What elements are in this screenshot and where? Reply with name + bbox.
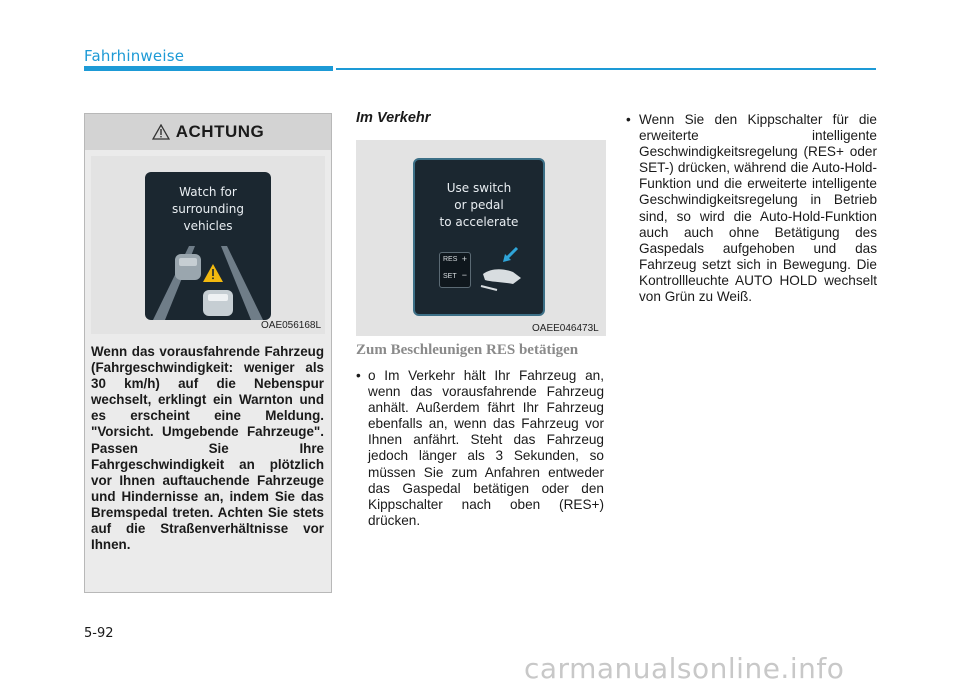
screen-line-1: Watch for (179, 185, 237, 199)
page-number: 5-92 (84, 626, 114, 641)
header-rule-thick (84, 66, 333, 71)
right-bullet-text: Wenn Sie den Kippschalter für die erweiterte intelligente Geschwindigkeitsregelung (RES+ oder SET-) drücken, während die Auto-Hold-Funktion und die erweiterte intelligente Geschwindigkeitsregelung in Betrieb sind, so wird die Auto-Hold-Funktion auch auch ohne Betätigung des Gaspedals aufgehoben und das Fahrzeug setzt sich in Bewegung. Die Kontrollleuchte AUTO HOLD wechselt von Grün zu Weiß. (639, 112, 877, 305)
warning-triangle-icon (152, 124, 170, 140)
screen-line-1: Use switch (446, 181, 512, 195)
figure-code: OAEE046473L (532, 323, 599, 334)
cluster-display (145, 172, 271, 320)
bullet-icon: • (626, 112, 631, 127)
road-scene-illustration (145, 172, 271, 320)
foot-pedal-illustration (477, 242, 537, 292)
caution-title: ACHTUNG (175, 122, 265, 141)
watermark: carmanualsonline.info (524, 652, 845, 685)
screen-line-2: surrounding (172, 202, 244, 216)
plus-icon: + (461, 254, 467, 264)
caution-figure (91, 156, 325, 334)
header-rule-thin (336, 68, 876, 70)
set-label: SET (443, 273, 457, 280)
figure-code: OAE056168L (261, 320, 322, 331)
caution-text: Wenn das vorausfahrende Fahrzeug (Fahrgeschwindigkeit: weniger als 30 km/h) auf die Nebenspur wechselt, erklingt ein Warnton und es erscheint eine Meldung. "Vorsicht. Umgebende Fahrzeuge". Passen Sie Ihre Fahrgeschwindigkeit an plötzlich vor Ihnen auftauchende Fahrzeuge und Hindernisse an, indem Sie das Bremspedal treten. Achten Sie stets auf die Straßenverhältnisse vor Ihnen. (91, 344, 324, 553)
section-title: Fahrhinweise (84, 47, 185, 65)
middle-figure (356, 140, 606, 336)
caution-box (84, 113, 332, 593)
screen-line-3: vehicles (183, 219, 233, 233)
screen-line-2: or pedal (454, 198, 504, 212)
screen-line-3: to accelerate (439, 215, 519, 229)
caution-header (85, 114, 331, 150)
res-set-switch (439, 252, 471, 288)
bullet-icon: • (356, 368, 361, 383)
middle-bullet-text: o Im Verkehr hält Ihr Fahrzeug an, wenn das vorausfahrende Fahrzeug anhält. Außerdem fährt Ihr Fahrzeug ebenfalls an, wenn das Fahrzeug vor Ihnen anfährt. Steht das Fahrzeug jedoch länger als 3 Sekunden, so müssen Sie zum Anfahren entweder das Gaspedal betätigen oder den Kippschalter nach oben (RES+) drücken. (368, 368, 604, 528)
subsection-heading: Zum Beschleunigen RES betätigen (356, 342, 579, 358)
res-label: RES (443, 256, 458, 263)
minus-icon: − (461, 270, 467, 280)
middle-heading: Im Verkehr (356, 110, 431, 126)
cluster-display (413, 158, 545, 316)
